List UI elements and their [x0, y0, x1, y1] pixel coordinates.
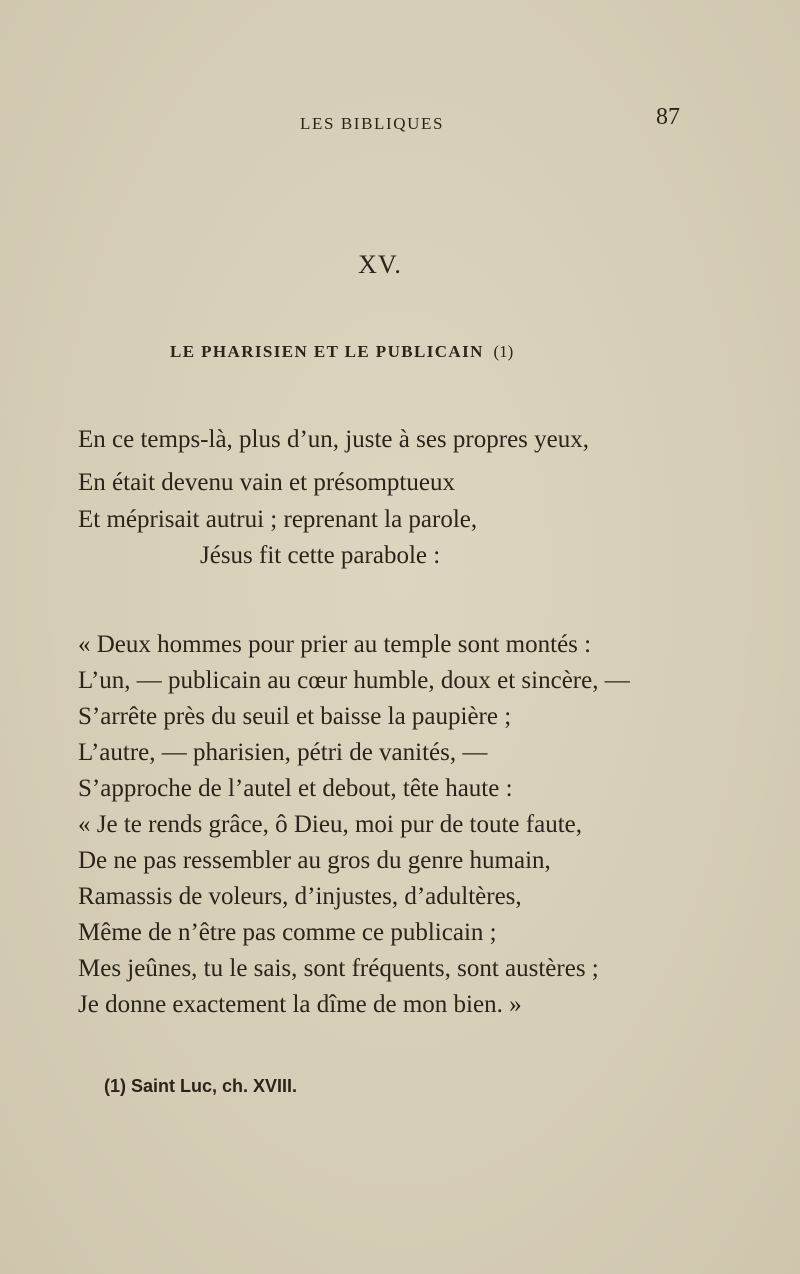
- verse-line: En était devenu vain et présomptueux: [78, 469, 455, 496]
- verse-line: L’autre, — pharisien, pétri de vanités, —: [78, 739, 488, 766]
- verse-line: Jésus fit cette parabole :: [200, 542, 441, 569]
- verse-line: « Deux hommes pour prier au temple sont montés :: [78, 631, 592, 658]
- running-title: LES BIBLIQUES: [300, 114, 445, 133]
- verse-line: Je donne exactement la dîme de mon bien. »: [78, 991, 522, 1018]
- verse-line: « Je te rends grâce, ô Dieu, moi pur de toute faute,: [78, 811, 582, 838]
- verse-line: L’un, — publicain au cœur humble, doux et sincère, —: [78, 667, 630, 694]
- verse-line: S’arrête près du seuil et baisse la paupière ;: [78, 703, 512, 730]
- poem-title-text: LE PHARISIEN ET LE PUBLICAIN: [170, 342, 484, 361]
- footnote: (1) Saint Luc, ch. XVIII.: [104, 1076, 298, 1096]
- section-number: XV.: [358, 250, 402, 279]
- footnote-reference: (1): [493, 342, 514, 361]
- verse-line: De ne pas ressembler au gros du genre humain,: [78, 847, 551, 874]
- verse-line: Même de n’être pas comme ce publicain ;: [78, 919, 497, 946]
- verse-line: Mes jeûnes, tu le sais, sont fréquents, sont austères ;: [78, 955, 599, 982]
- verse-line: S’approche de l’autel et debout, tête haute :: [78, 775, 513, 802]
- poem-title: [170, 342, 513, 362]
- page-number: 87: [656, 104, 680, 130]
- verse-line: Ramassis de voleurs, d’injustes, d’adultères,: [78, 883, 522, 910]
- verse-line: Et méprisait autrui ; reprenant la parole,: [78, 506, 478, 533]
- verse-line: En ce temps-là, plus d’un, juste à ses propres yeux,: [78, 426, 589, 453]
